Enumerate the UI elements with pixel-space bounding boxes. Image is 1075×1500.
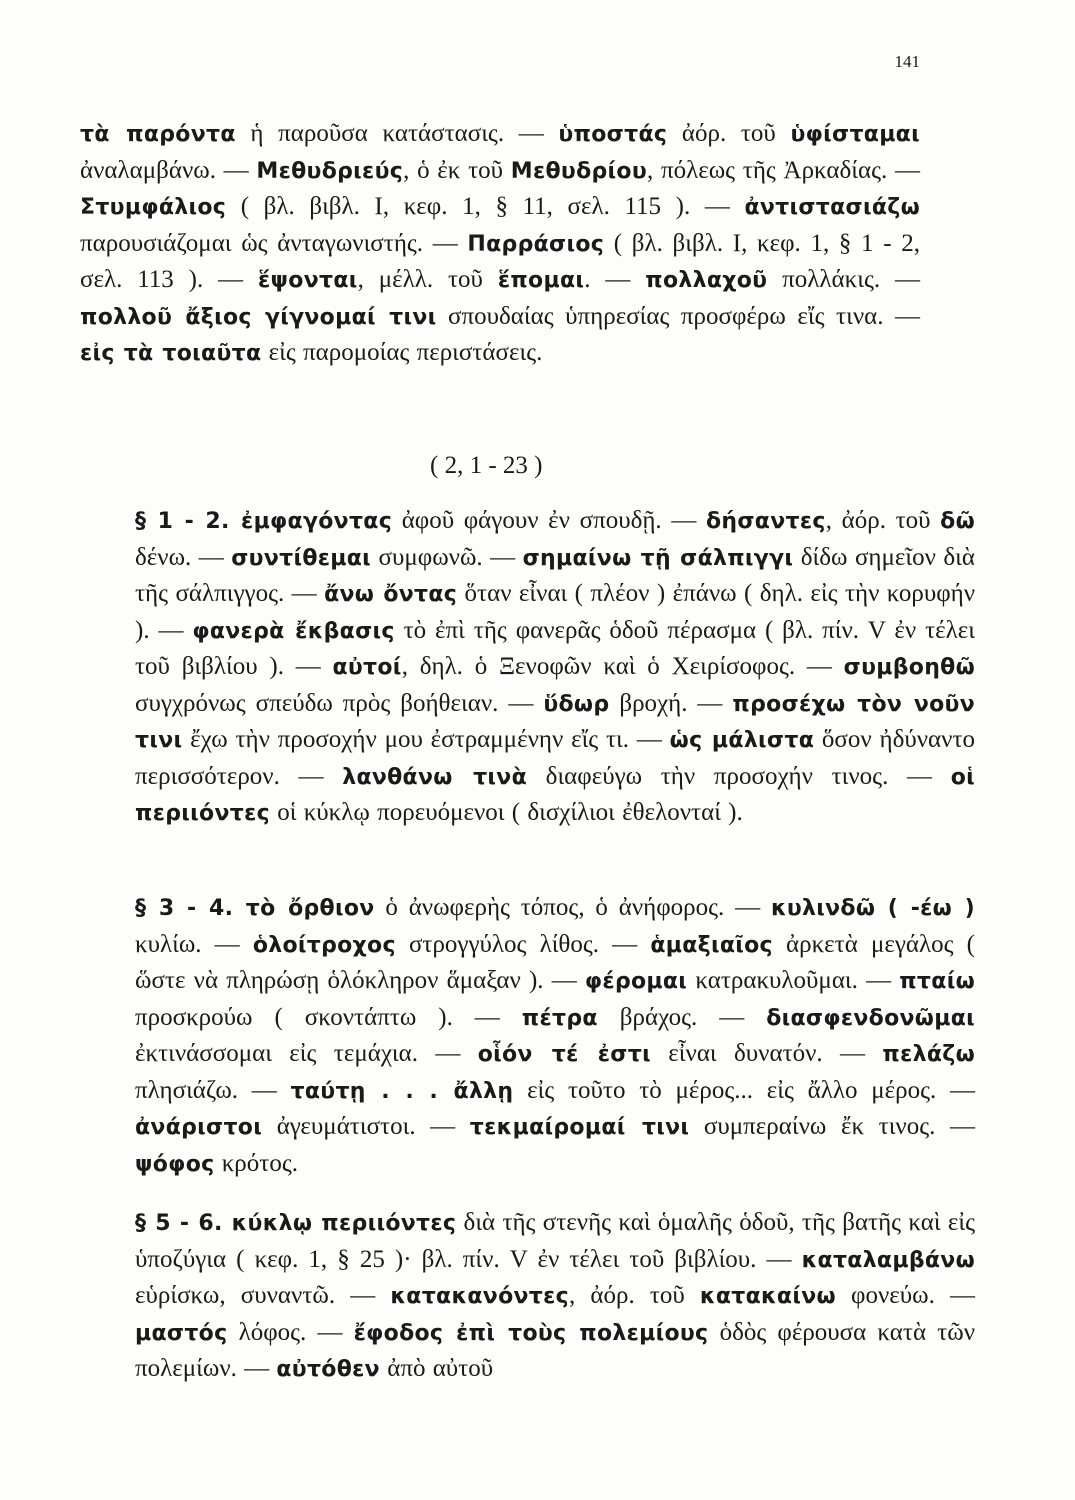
headword: μαστός bbox=[135, 1320, 228, 1346]
gloss-text: κυλίω. — bbox=[135, 930, 253, 958]
gloss-text: βράχος. — bbox=[597, 1003, 767, 1031]
headword: Παρράσιος bbox=[467, 231, 605, 257]
headword: δῶ bbox=[940, 509, 976, 534]
headword: ὑποστάς bbox=[558, 122, 668, 147]
gloss-text: πολλάκις. — bbox=[767, 266, 920, 293]
headword: Στυμφάλιος bbox=[80, 195, 227, 220]
paragraph-intro bbox=[80, 116, 920, 372]
gloss-text: ἀόρ. τοῦ bbox=[667, 120, 791, 147]
gloss-text: ὅταν εἶναι ( πλέον ) ἐπάνω ( δηλ. εἰς τὴν κορυφήν ). — bbox=[135, 580, 976, 644]
headword: συμβοηθῶ bbox=[843, 655, 975, 680]
gloss-text: , ἀόρ. τοῦ bbox=[825, 507, 941, 534]
gloss-text: ( βλ. βιβλ. Ι, κεφ. 1, § 1 - 2, σελ. 113 ). — bbox=[80, 229, 920, 293]
gloss-text: σπουδαίας ὑπηρεσίας προσφέρω εἴς τινα. — bbox=[436, 302, 921, 330]
gloss-text: εὑρίσκω, συναντῶ. — bbox=[135, 1282, 391, 1309]
headword: ὕδωρ bbox=[543, 691, 610, 717]
gloss-text: τὸ ἐπὶ τῆς φανερᾶς ὁδοῦ πέρασμα ( βλ. πίν. V ἐν τέλει τοῦ βιβλίου ). — bbox=[135, 616, 975, 680]
headword: ὡς μάλιστα bbox=[669, 728, 815, 753]
gloss-text: εἰς παρομοίας περιστάσεις. bbox=[261, 339, 543, 366]
headword: πελάζω bbox=[882, 1042, 975, 1067]
section-heading: ( 2, 1 - 23 ) bbox=[430, 452, 543, 479]
headword: τὰ παρόντα bbox=[80, 122, 236, 147]
page-number: 141 bbox=[894, 52, 920, 71]
headword: προσέχω τὸν νοῦν τινι bbox=[135, 691, 975, 753]
gloss-text: ἀφοῦ φάγουν ἐν σπουδῇ. — bbox=[392, 507, 706, 534]
headword: ψόφος bbox=[135, 1151, 215, 1177]
gloss-text: , μέλλ. τοῦ bbox=[357, 266, 498, 293]
gloss-text: εἶναι δυνατόν. — bbox=[650, 1040, 883, 1067]
gloss-text: προσκρούω ( σκοντάπτω ). — bbox=[135, 1003, 522, 1031]
headword: πολλαχοῦ bbox=[645, 268, 768, 293]
gloss-text: φονεύω. — bbox=[835, 1282, 975, 1309]
headword: § 3 - 4. τὸ ὄρθιον bbox=[135, 896, 375, 921]
headword: καταλαμβάνω bbox=[801, 1247, 975, 1273]
headword: § 1 - 2. ἐμφαγόντας bbox=[135, 509, 393, 534]
gloss-text: εἰς τοῦτο τὸ μέρος... εἰς ἄλλο μέρος. — bbox=[513, 1076, 975, 1104]
headword: § 5 - 6. κύκλῳ περιιόντες bbox=[135, 1211, 457, 1236]
headword: ἁμαξιαῖος bbox=[650, 932, 773, 958]
headword: αὐτοί bbox=[332, 655, 402, 680]
gloss-text: κατρακυλοῦμαι. — bbox=[687, 967, 900, 994]
headword: ἄνω ὄντας bbox=[324, 582, 458, 607]
gloss-text: , πόλεως τῆς Ἀρκαδίας. — bbox=[646, 156, 920, 184]
gloss-text: ἀρκετὰ μεγάλος ( ὥστε νὰ πληρώσῃ ὁλόκληρον ἅμαξαν ). — bbox=[135, 930, 975, 994]
gloss-text: ὁδὸς φέρουσα κατὰ τῶν πολεμίων. — bbox=[135, 1318, 976, 1382]
gloss-text: ὅσον ἠδύναντο περισσότερον. — bbox=[135, 726, 976, 790]
paragraph-section-3-4 bbox=[80, 890, 975, 1182]
gloss-text: . — bbox=[584, 266, 646, 293]
gloss-text: ἀναλαμβάνω. — bbox=[80, 156, 257, 184]
headword: συντίθεμαι bbox=[231, 545, 372, 571]
gloss-text: διὰ τῆς στενῆς καὶ ὁμαλῆς ὁδοῦ, τῆς βατῆς καὶ εἰς ὑποζύγια ( κεφ. 1, § 25 )· βλ. πίν. V ἐν τέλει τοῦ βιβλίου. — bbox=[135, 1209, 975, 1273]
headword: ὁλοίτροχος bbox=[252, 932, 396, 958]
gloss-text: δένω. — bbox=[135, 543, 232, 571]
gloss-text: οἱ κύκλῳ πορευόμενοι ( δισχίλιοι ἐθελονταί ). bbox=[269, 799, 743, 826]
headword: εἰς τὰ τοιαῦτα bbox=[80, 341, 262, 366]
gloss-text: ( βλ. βιβλ. Ι, κεφ. 1, § 11, σελ. 115 ). — bbox=[226, 193, 745, 220]
headword: σημαίνω τῇ σάλπιγγι bbox=[522, 545, 794, 571]
headword: φανερὰ ἔκβασις bbox=[192, 618, 395, 644]
paragraph-section-1-2 bbox=[80, 503, 975, 832]
headword: πέτρα bbox=[521, 1005, 598, 1031]
gloss-text: , δηλ. ὁ Ξενοφῶν καὶ ὁ Χειρίσοφος. — bbox=[401, 653, 844, 680]
headword: πταίω bbox=[899, 969, 975, 994]
headword: φέρομαι bbox=[584, 969, 688, 994]
headword: οἷόν τέ ἐστι bbox=[477, 1042, 651, 1067]
gloss-text: ἔχω τὴν προσοχήν μου ἐστραμμένην εἴς τι. — bbox=[182, 726, 670, 753]
headword: ἔφοδος ἐπὶ τοὺς πολεμίους bbox=[353, 1320, 709, 1346]
headword: ἕψονται bbox=[257, 268, 358, 293]
headword: Μεθυδρίου bbox=[510, 158, 647, 184]
gloss-text: κρότος. bbox=[214, 1149, 298, 1177]
gloss-text: λόφος. — bbox=[227, 1318, 354, 1346]
gloss-text: πλησιάζω. — bbox=[135, 1076, 291, 1104]
gloss-text: βροχή. — bbox=[609, 689, 733, 717]
gloss-text: , ὁ ἐκ τοῦ bbox=[403, 156, 511, 184]
gloss-text: στρογγύλος λίθος. — bbox=[395, 930, 651, 958]
gloss-text: ἀπὸ αὐτοῦ bbox=[379, 1355, 494, 1382]
headword: διασφενδονῶμαι bbox=[766, 1005, 975, 1031]
headword: ἀντιστασιάζω bbox=[744, 195, 920, 220]
gloss-text: συγχρόνως σπεύδω πρὸς βοήθειαν. — bbox=[135, 689, 544, 717]
headword: κατακαίνω bbox=[699, 1284, 836, 1309]
gloss-text: συμφωνῶ. — bbox=[371, 543, 523, 571]
gloss-text: παρουσιάζομαι ὡς ἀνταγωνιστής. — bbox=[80, 229, 468, 257]
gloss-text: συμπεραίνω ἔκ τινος. — bbox=[689, 1113, 975, 1140]
headword: αὐτόθεν bbox=[276, 1357, 380, 1382]
gloss-text: ἀγευμάτιστοι. — bbox=[262, 1113, 470, 1140]
headword: κατακανόντες bbox=[390, 1284, 569, 1309]
headword: ἕπομαι bbox=[497, 268, 585, 293]
gloss-text: ἐκτινάσσομαι εἰς τεμάχια. — bbox=[135, 1040, 478, 1067]
headword: κυλινδῶ ( -έω ) bbox=[770, 896, 975, 921]
headword: οἱ περιιόντες bbox=[135, 764, 975, 826]
headword: Μεθυδριεύς bbox=[256, 158, 404, 184]
headword: δήσαντες bbox=[705, 509, 826, 534]
paragraph-section-5-6 bbox=[80, 1205, 975, 1388]
headword: τεκμαίρομαί τινι bbox=[469, 1115, 690, 1140]
headword: λανθάνω τινὰ bbox=[342, 764, 527, 790]
headword: ἀνάριστοι bbox=[135, 1115, 263, 1140]
headword: ὑφίσταμαι bbox=[790, 122, 920, 147]
gloss-text: διαφεύγω τὴν προσοχήν τινος. — bbox=[526, 762, 951, 790]
gloss-text: , ἀόρ. τοῦ bbox=[569, 1282, 700, 1309]
headword: ταύτῃ . . . ἄλλῃ bbox=[290, 1078, 514, 1104]
gloss-text: δίδω σημεῖον διὰ τῆς σάλπιγγος. — bbox=[135, 543, 976, 607]
gloss-text: ὁ ἀνωφερὴς τόπος, ὁ ἀνήφορος. — bbox=[374, 894, 771, 921]
gloss-text: ἡ παροῦσα κατάστασις. — bbox=[235, 120, 559, 147]
headword: πολλοῦ ἄξιος γίγνομαί τινι bbox=[80, 304, 437, 330]
